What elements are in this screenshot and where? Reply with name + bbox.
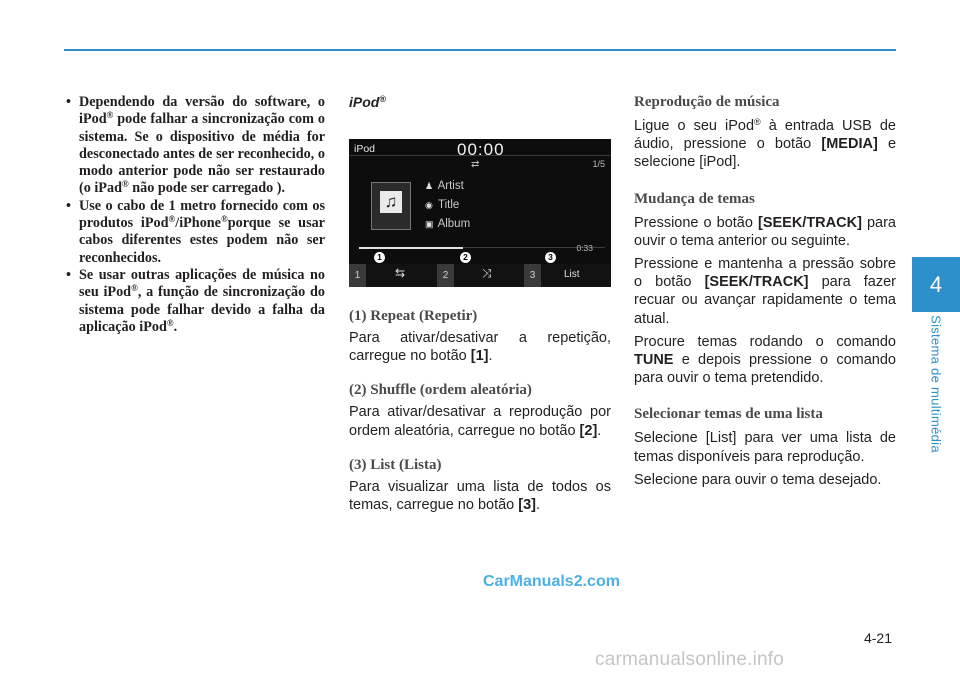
list-select-body-1: Selecione [List] para ver uma lista de temas disponíveis para reprodução. (634, 430, 896, 465)
control-number-3: 3 (524, 264, 541, 287)
section-shuffle (349, 382, 611, 439)
track-change-body-1: Pressione o botão [SEEK/TRACK] para ouvir o tema anterior ou seguinte. (634, 214, 896, 249)
album-row (425, 218, 470, 230)
artist-row (425, 180, 464, 192)
artist-label: Artist (437, 180, 464, 192)
section-shuffle-body: Para ativar/desativar a reprodução por ordem aleatória, carregue no botão [2]. (349, 404, 611, 439)
callout-badge-1: 1 (374, 252, 385, 263)
header-rule (64, 49, 896, 51)
note-item-2: • Use o cabo de 1 metro fornecido com os produtos iPod®/iPhone®porque se usar cabos diferentes estes podem não ser reconhecidos. (60, 198, 325, 267)
list-select-body-2: Selecione para ouvir o tema desejado. (634, 471, 882, 488)
track-change-body-2: Pressione e mantenha a pressão sobre o botão [SEEK/TRACK] para fazer recuar ou avançar rapidamente o tema atual. (634, 256, 896, 327)
note-item-1: • Dependendo da versão do software, o iPod® pode falhar a sincronização com o sistema. Se o dispositivo de média for desconectado antes de ser reconhecido, o modo anterior pode não ser restaurado (o iPad® não pode ser carregado ). (60, 94, 325, 198)
page-number: 4-21 (863, 630, 892, 646)
title-icon: ◉ (425, 200, 433, 210)
note-item-3: • Se usar outras aplicações de música no seu iPod®, a função de sincronização do sistema pode falhar devido a falha da aplicação iPod®. (60, 267, 325, 336)
section-list-heading: (3) List (Lista) (349, 456, 442, 473)
ipod-heading: iPod® (349, 94, 386, 110)
album-art (371, 182, 411, 230)
track-change-body-3: Procure temas rodando o comando TUNE e depois pressione o comando para ouvir o tema pretendido. (634, 333, 896, 387)
ipod-column (349, 94, 611, 514)
site-watermark: carmanualsonline.info (595, 649, 785, 670)
section-list-body: Para visualizar uma lista de todos os temas, carregue no botão [3]. (349, 478, 611, 514)
screen-title: iPod (354, 143, 376, 155)
notes-column (60, 94, 325, 336)
music-note-icon: ♫ (380, 191, 402, 213)
ipod-screen (349, 139, 611, 287)
progress-fill (359, 247, 463, 249)
music-playback-body: Ligue o seu iPod® à entrada USB de áudio, pressione o botão [MEDIA] e selecione [iPod]. (634, 117, 897, 171)
repeat-button[interactable]: ⇆ (395, 266, 406, 280)
elapsed-time: 0:33 (576, 243, 593, 253)
control-number-1: 1 (349, 264, 366, 287)
title-row (425, 199, 459, 211)
chapter-tab (912, 257, 960, 312)
section-shuffle-heading: (2) Shuffle (ordem aleatória) (349, 382, 532, 399)
callout-badge-3: 3 (545, 252, 556, 263)
control-number-2: 2 (437, 264, 454, 287)
callout-badge-2: 2 (460, 252, 471, 263)
section-repeat-body: Para ativar/desativar a repetição, carregue no botão [1]. (349, 330, 611, 365)
track-change-heading: Mudança de temas (634, 190, 755, 207)
carmanuals-watermark: CarManuals2.com (483, 573, 620, 590)
screen-time: 00:00 (457, 140, 505, 159)
playback-column (634, 94, 896, 489)
artist-icon: ♟ (425, 181, 434, 191)
title-label: Title (438, 199, 460, 211)
shuffle-button[interactable]: ⤨ (482, 266, 492, 280)
chapter-title: Sistema de multimédia (928, 315, 944, 453)
list-button[interactable]: List (564, 269, 580, 280)
section-list (349, 457, 611, 514)
repeat-status-icon: ⇄ (471, 159, 480, 170)
track-count: 1/5 (592, 159, 605, 169)
chapter-number: 4 (929, 271, 943, 297)
section-repeat-heading: (1) Repeat (Repetir) (349, 308, 478, 324)
album-icon: ▣ (425, 219, 434, 229)
list-select-heading: Selecionar temas de uma lista (634, 406, 823, 423)
section-repeat (349, 308, 611, 365)
album-label: Album (437, 218, 471, 230)
notes-list (60, 94, 325, 336)
music-playback-heading: Reprodução de música (634, 94, 780, 110)
